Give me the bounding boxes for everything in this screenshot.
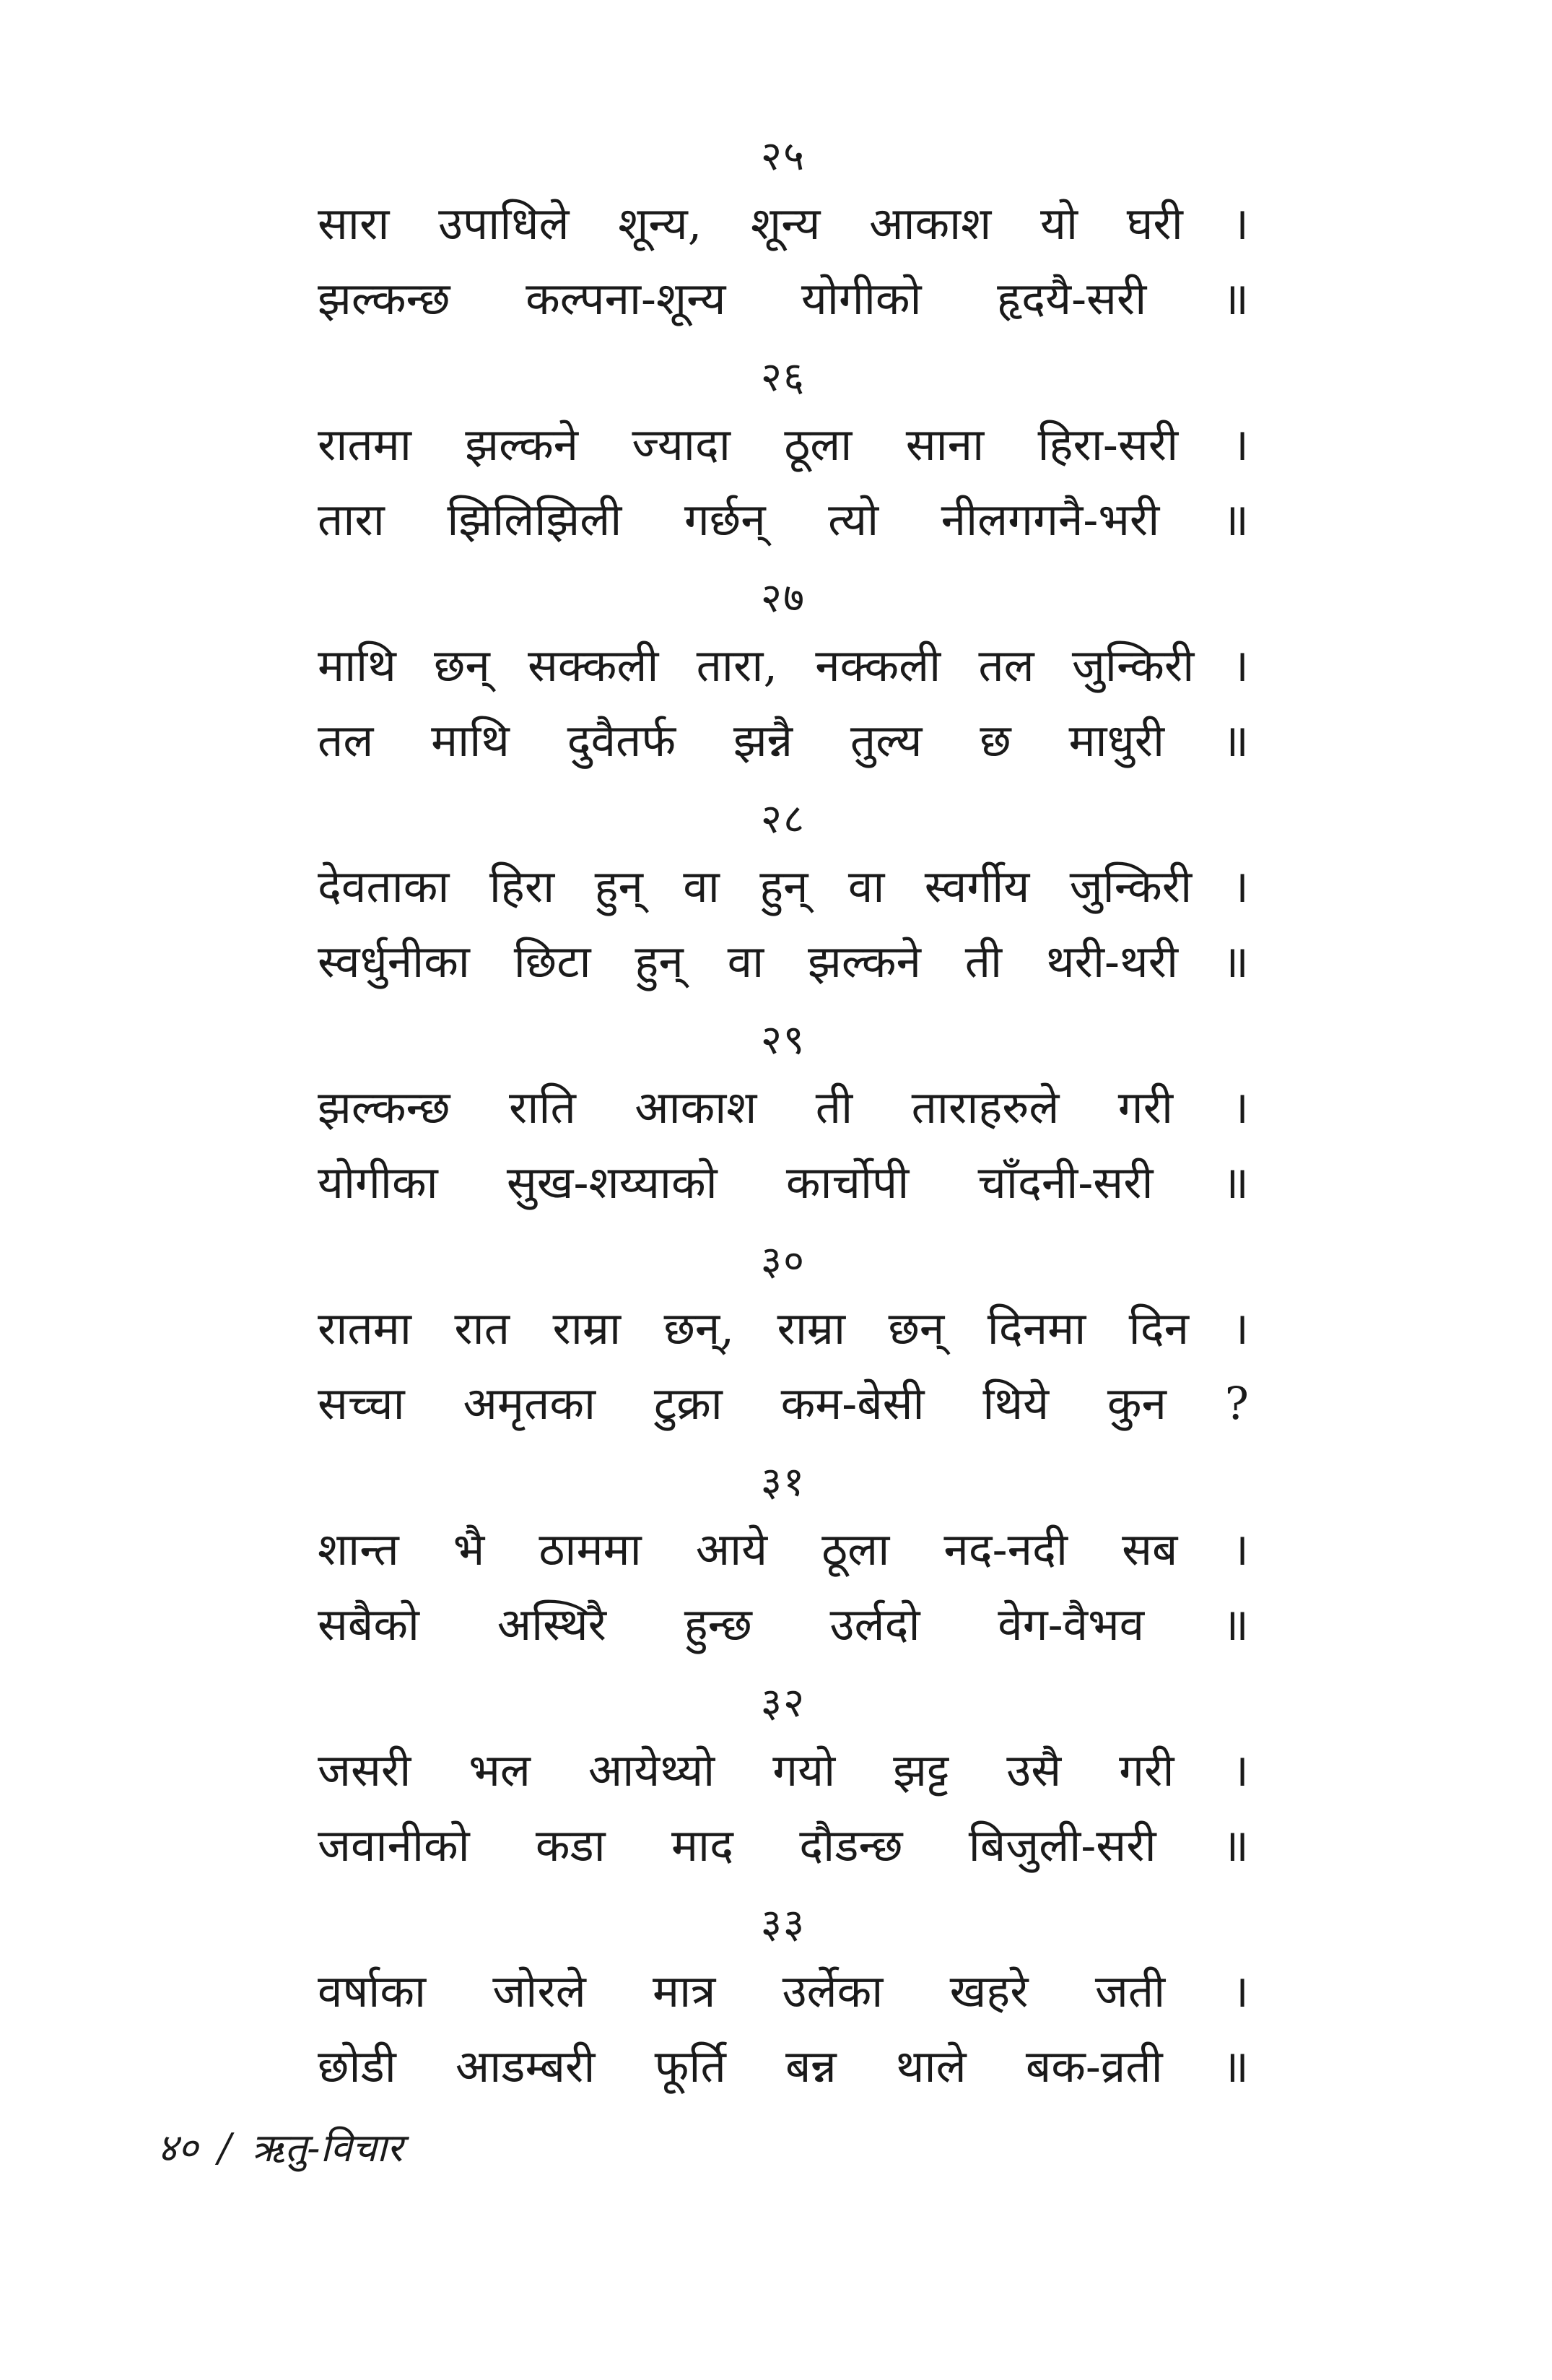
verse-number: ३३ bbox=[760, 1901, 806, 1947]
verse-line: स्वर्धुनीका छिटा हुन् वा झल्कने ती थरी-थरी ॥ bbox=[318, 935, 1249, 988]
page-footer bbox=[157, 2119, 403, 2173]
verse-line: योगीका सुख-शय्याको कार्चोपी चाँदनी-सरी ॥ bbox=[318, 1156, 1249, 1209]
verse-line: देवताका हिरा हुन् वा हुन् वा स्वर्गीय जुन्किरी । bbox=[318, 860, 1249, 913]
verse-line: झल्कन्छ राति आकाश ती ताराहरुले गरी । bbox=[318, 1081, 1249, 1134]
verse bbox=[318, 1883, 1249, 2104]
page-number: ४० bbox=[157, 2125, 199, 2171]
verse-line: शान्त भै ठाममा आये ठूला नद-नदी सब । bbox=[318, 1523, 1249, 1576]
verse bbox=[318, 1662, 1249, 1883]
verse-number: ३० bbox=[760, 1238, 806, 1285]
verse-line: सबैको अस्थिरै हुन्छ उर्लदो वेग-वैभव ॥ bbox=[318, 1598, 1249, 1651]
verse bbox=[318, 1220, 1249, 1441]
verse-number: ३२ bbox=[760, 1680, 806, 1727]
verse-number: २८ bbox=[760, 796, 806, 843]
verse-list bbox=[318, 116, 1249, 2104]
verse-line: रातमा झल्कने ज्यादा ठूला साना हिरा-सरी । bbox=[318, 418, 1249, 471]
verse bbox=[318, 1441, 1249, 1662]
verse bbox=[318, 336, 1249, 557]
verse-number: २९ bbox=[760, 1017, 806, 1064]
verse-line: सारा उपाधिले शून्य, शून्य आकाश यो घरी । bbox=[318, 197, 1249, 250]
footer-separator: / bbox=[218, 2125, 232, 2171]
verse bbox=[318, 999, 1249, 1220]
verse-line: जवानीको कडा माद दौडन्छ बिजुली-सरी ॥ bbox=[318, 1819, 1249, 1872]
verse-line: सच्चा अमृतका टुक्रा कम-बेसी थिये कुन ? bbox=[318, 1377, 1249, 1430]
verse-number: २७ bbox=[760, 575, 806, 622]
verse-number: २५ bbox=[760, 133, 806, 180]
verse-line: छोडी आडम्बरी फूर्ति बन्न थाले बक-व्रती ॥ bbox=[318, 2040, 1249, 2093]
verse-line: रातमा रात राम्रा छन्, राम्रा छन् दिनमा दिन । bbox=[318, 1302, 1249, 1355]
verse-line: जसरी भल आयेथ्यो गयो झट्ट उसै गरी । bbox=[318, 1744, 1249, 1797]
verse-line: वर्षाका जोरले मात्र उर्लेका खहरे जती । bbox=[318, 1965, 1249, 2018]
verse-line: माथि छन् सक्कली तारा, नक्कली तल जुन्किरी । bbox=[318, 639, 1249, 692]
verse-line: तल माथि दुवैतर्फ झन्नै तुल्य छ माधुरी ॥ bbox=[318, 714, 1249, 767]
verse bbox=[318, 557, 1249, 778]
verse bbox=[318, 116, 1249, 336]
verse-line: झल्कन्छ कल्पना-शून्य योगीको हृदयै-सरी ॥ bbox=[318, 272, 1249, 325]
book-title: ऋतु-विचार bbox=[251, 2125, 403, 2171]
verse bbox=[318, 778, 1249, 999]
verse-number: ३१ bbox=[760, 1459, 806, 1506]
verse-line: तारा झिलिझिली गर्छन् त्यो नीलगगनै-भरी ॥ bbox=[318, 493, 1249, 546]
verse-number: २६ bbox=[760, 354, 806, 401]
